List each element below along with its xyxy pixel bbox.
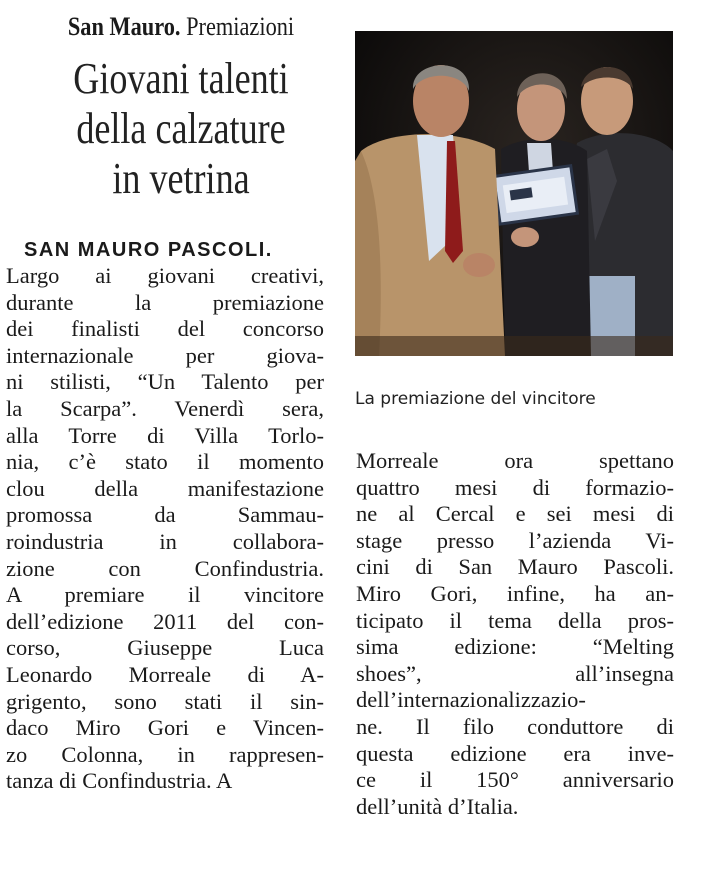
text-line: alla Torre di Villa Torlo- [6, 422, 324, 448]
text-line: Largo ai giovani creativi, [6, 263, 324, 288]
text-line: internazionale per giova- [6, 342, 324, 368]
text-line: ne al Cercal e sei mesi di [356, 501, 674, 527]
text-line: tanza di Confindustria. A [6, 768, 233, 794]
text-line: ne. Il filo conduttore di [356, 713, 674, 739]
article-headline [39, 54, 323, 204]
text-line: roindustria in collabora- [6, 528, 324, 554]
text-line: ticipato il tema della pros- [356, 607, 674, 633]
text-line: promossa da Sammau- [6, 502, 324, 528]
text-line: questa edizione era inve- [356, 740, 674, 766]
headline-line: Giovani talenti [73, 54, 289, 103]
text-line: zo Colonna, in rappresen- [6, 741, 324, 767]
text-line: Miro Gori, infine, ha an- [356, 580, 674, 606]
text-line: ce il 150° anniversario [356, 767, 674, 793]
text-line: grigento, sono stati il sin- [6, 688, 324, 714]
text-line: durante la premiazione [6, 289, 324, 315]
text-line: ni stilisti, “Un Talento per [6, 369, 324, 395]
text-line: nia, c’è stato il momento [6, 449, 324, 475]
text-line: dell’internazionalizzazio- [356, 687, 586, 713]
text-line: sima edizione: “Melting [356, 634, 674, 660]
text-line: dell’unità d’Italia. [356, 793, 519, 819]
headline-line: della calzature [76, 104, 286, 153]
kicker-section: Premiazioni [186, 12, 295, 41]
kicker-place: San Mauro. [67, 12, 181, 41]
text-line: quattro mesi di formazio- [356, 474, 674, 500]
text-line: daco Miro Gori e Vincen- [6, 715, 324, 741]
photo-caption: La premiazione del vincitore [355, 389, 596, 409]
text-line: la Scarpa”. Venerdì sera, [6, 395, 324, 421]
article-column-1 [6, 263, 324, 795]
text-line: Morreale ora spettano [356, 448, 674, 473]
article-column-2 [356, 448, 674, 820]
text-line: shoes”, all’insegna [356, 660, 674, 686]
text-line: A premiare il vincitore [6, 582, 324, 608]
text-line: dell’edizione 2011 del con- [6, 608, 324, 634]
award-ceremony-photo [355, 31, 673, 356]
article-kicker [44, 12, 317, 42]
text-line: cini di San Mauro Pascoli. [356, 554, 674, 580]
text-line: Leonardo Morreale di A- [6, 661, 324, 687]
headline-line: in vetrina [112, 154, 250, 203]
text-line: corso, Giuseppe Luca [6, 635, 324, 661]
text-line: dei finalisti del concorso [6, 316, 324, 342]
text-line: clou della manifestazione [6, 475, 324, 501]
article-photo [355, 31, 673, 356]
text-line: zione con Confindustria. [6, 555, 324, 581]
dateline: SAN MAURO PASCOLI. [24, 239, 273, 261]
text-line: stage presso l’azienda Vi- [356, 527, 674, 553]
